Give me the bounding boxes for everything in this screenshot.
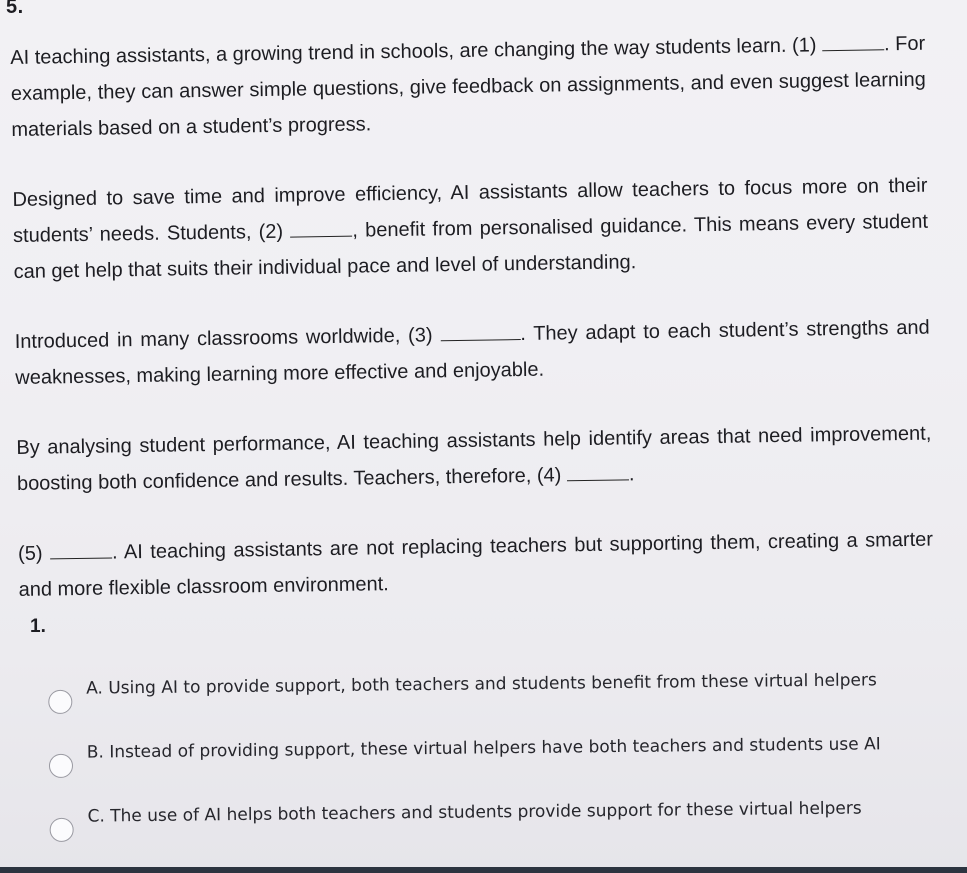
blank-3 (440, 321, 520, 341)
paragraph-2 (12, 168, 929, 290)
paragraph-4-text-before: By analysing student performance, AI teaching assistants help identify areas that need improvement, boosting both confidence and results. Teachers, therefore, (4) (16, 422, 932, 495)
paragraph-2-text-before: Designed to save time and improve efficiency, AI assistants allow teachers to focus more on their students’ needs. Students, (2) (12, 174, 928, 247)
screen-bottom-edge (0, 867, 967, 873)
option-b-radio[interactable] (49, 754, 73, 778)
reading-passage (10, 26, 934, 642)
blank-5 (50, 539, 112, 559)
option-a[interactable] (48, 663, 928, 714)
paragraph-3 (14, 310, 930, 396)
option-c-radio[interactable] (50, 818, 74, 842)
option-c-label: C. The use of AI helps both teachers and students provide support for these virtual helpers (87, 798, 862, 827)
paragraph-5-text-after: . AI teaching assistants are not replacing teachers but supporting them, creating a smarter and more flexible classroom environment. (18, 528, 934, 601)
option-b[interactable] (49, 727, 929, 778)
paragraph-1-text-before: AI teaching assistants, a growing trend in schools, are changing the way students learn. (1) (10, 34, 823, 69)
option-b-label: B. Instead of providing support, these virtual helpers have both teachers and students use AI (86, 734, 881, 763)
paragraph-2-text-after: , benefit from personalised guidance. This means every student can get help that suits their individual pace and level of understanding. (13, 210, 929, 283)
option-a-label: A. Using AI to provide support, both teachers and students benefit from these virtual helpers (86, 670, 877, 699)
paragraph-4-text-after: . (628, 463, 635, 486)
paragraph-5-text-before: (5) (17, 542, 51, 565)
option-a-radio[interactable] (48, 690, 72, 714)
paragraph-1-text-after: . For example, they can answer simple questions, give feedback on assignments, and even suggest learning materials based on a student’s progress. (10, 32, 926, 141)
paragraph-4 (16, 416, 932, 502)
paragraph-5 (18, 522, 934, 608)
paragraph-1 (10, 26, 927, 148)
paragraph-3-text-before: Introduced in many classrooms worldwide, (3) (14, 324, 441, 353)
option-c[interactable] (49, 791, 929, 842)
answer-options (48, 663, 930, 864)
sub-question-number: 1. (30, 616, 46, 637)
question-number: 5. (6, 0, 24, 18)
blank-1 (822, 31, 884, 51)
blank-4 (567, 461, 629, 481)
paragraph-3-text-after: . They adapt to each student’s strengths and weaknesses, making learning more effective and enjoyable. (15, 316, 930, 389)
blank-2 (290, 218, 352, 238)
